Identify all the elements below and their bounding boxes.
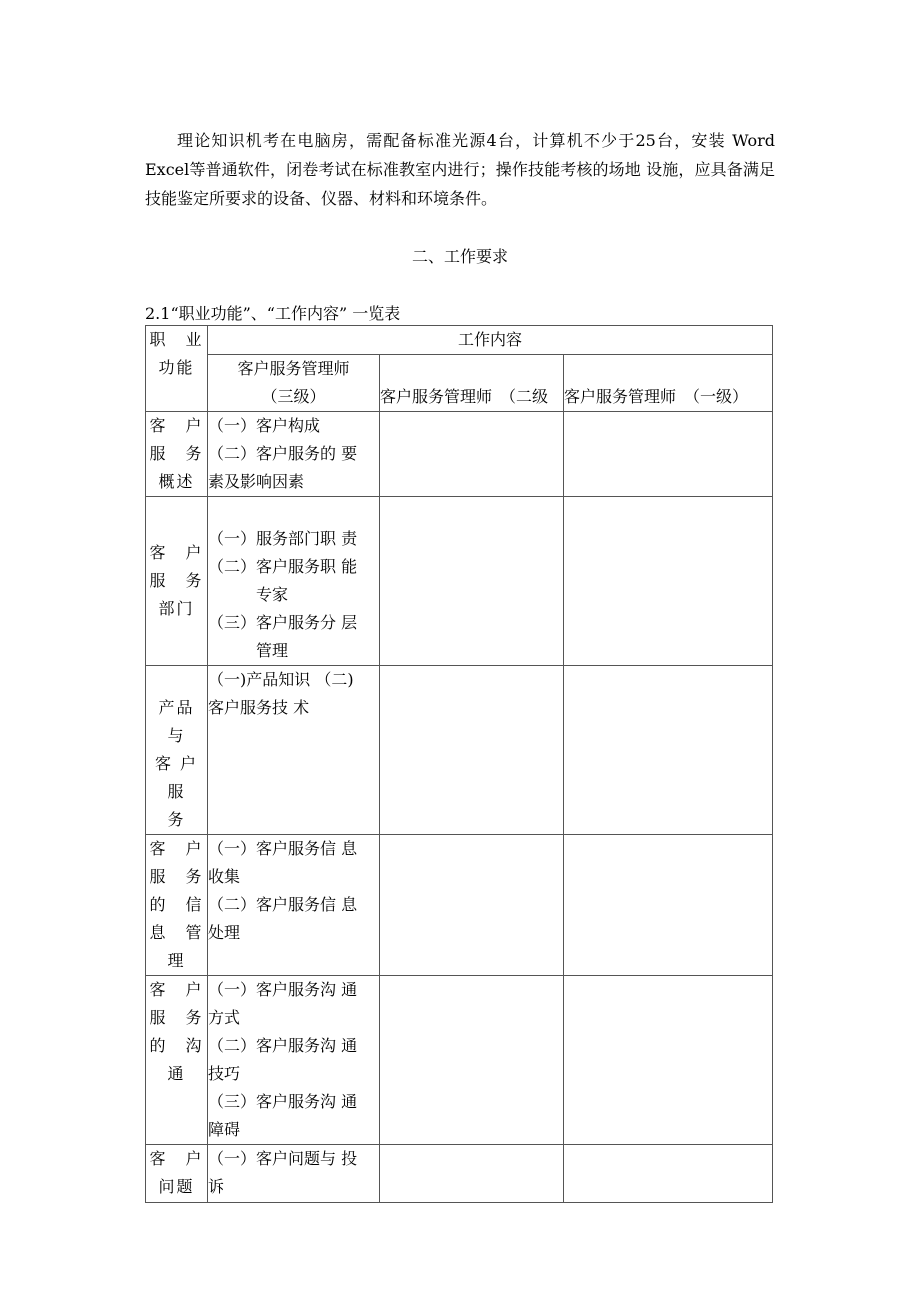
function-cell [146,412,208,497]
table-row [146,976,773,1145]
content-line: 客户服务技 术 [208,698,310,717]
content-cell [208,1145,380,1203]
level1-cell [564,666,773,835]
content-cell [208,497,380,666]
function-line: 部门 [158,599,195,618]
level2-cell [380,497,564,666]
content-line: 技巧 [208,1064,241,1083]
content-cell [208,412,380,497]
level1-cell [564,976,773,1145]
function-line: 服 务 [149,867,204,886]
level3-header-line: （三级） [261,387,326,406]
content-line: （二）客户服务的 要 [208,444,358,463]
content-header-cell: 工作内容 [208,326,773,355]
content-line: （三）客户服务沟 通 [208,1092,358,1111]
level2-cell [380,666,564,835]
function-line: 客 户 [149,543,204,562]
function-line: 的 信 [149,895,204,914]
function-header-line: 职 业 [149,330,204,349]
content-cell [208,835,380,976]
function-line: 务 [167,810,186,829]
content-line: （二）客户服务职 能 [208,557,358,576]
function-line: 服 务 [149,444,204,463]
level2-cell [380,412,564,497]
function-line: 服 务 [149,571,204,590]
table-row [146,835,773,976]
function-line: 问题 [158,1177,195,1196]
job-function-table [145,325,773,1203]
content-line: 专家 [208,585,289,604]
function-line: 客 户 [149,839,204,858]
level1-cell [564,497,773,666]
table-row [146,412,773,497]
level1-cell [564,412,773,497]
function-cell [146,835,208,976]
table-row [146,497,773,666]
function-cell [146,1145,208,1203]
function-cell [146,976,208,1145]
level2-cell [380,835,564,976]
level3-header-line: 客户服务管理师 [237,359,350,378]
level1-header-cell: 客户服务管理师 （一级） [564,355,773,412]
function-line: 客 户 [149,1149,204,1168]
function-line: 产品 与 [158,698,195,745]
content-line: 处理 [208,923,241,942]
content-line: （一）客户问题与 投 [208,1149,358,1168]
function-line: 概述 [158,472,195,491]
intro-paragraph: 理论知识机考在电脑房，需配备标准光源4台，计算机不少于25台，安装 Word Excel等普通软件，闭卷考试在标准教室内进行；操作技能考核的场地 设施，应具备满足技能鉴定所要求的设备、仪器、材料和环境条件。 [145,131,775,208]
function-line: 息 管 [149,923,204,942]
function-header-cell [146,326,208,412]
function-line: 通 [167,1064,186,1083]
level2-header-cell: 客户服务管理师 （二级 [380,355,564,412]
content-line: （一）客户服务信 息 [208,839,358,858]
content-line: （一）客户构成 [208,416,321,435]
content-line: （二）客户服务信 息 [208,895,358,914]
level2-cell [380,1145,564,1203]
content-line: （三）客户服务分 层 [208,613,358,632]
content-line: 障碍 [208,1120,241,1139]
function-cell [146,666,208,835]
content-line: （二）客户服务沟 通 [208,1036,358,1055]
level2-cell [380,976,564,1145]
level1-cell [564,1145,773,1203]
content-line: （一）客户服务沟 通 [208,980,358,999]
section-heading: 二、工作要求 [411,247,508,266]
content-line: 素及影响因素 [208,472,305,491]
function-line: 的 沟 [149,1036,204,1055]
content-line: （一)产品知识 （二) [208,670,354,689]
function-line: 客 户 [149,980,204,999]
content-line: 管理 [208,641,289,660]
content-line: 方式 [208,1008,241,1027]
level3-header-cell [208,355,380,412]
table-row [146,666,773,835]
table-caption: 2.1“职业功能”、“工作内容” 一览表 [145,304,401,323]
function-line: 理 [167,951,186,970]
content-line: 收集 [208,867,241,886]
content-line: （一）服务部门职 责 [208,529,358,548]
content-cell [208,666,380,835]
function-cell [146,497,208,666]
function-line: 客 户 [149,416,204,435]
function-line: 客 户服 [154,754,199,801]
content-cell [208,976,380,1145]
table-row [146,1145,773,1203]
function-header-line: 功能 [158,358,195,377]
level1-cell [564,835,773,976]
function-line: 服 务 [149,1008,204,1027]
content-line: 诉 [208,1177,225,1196]
